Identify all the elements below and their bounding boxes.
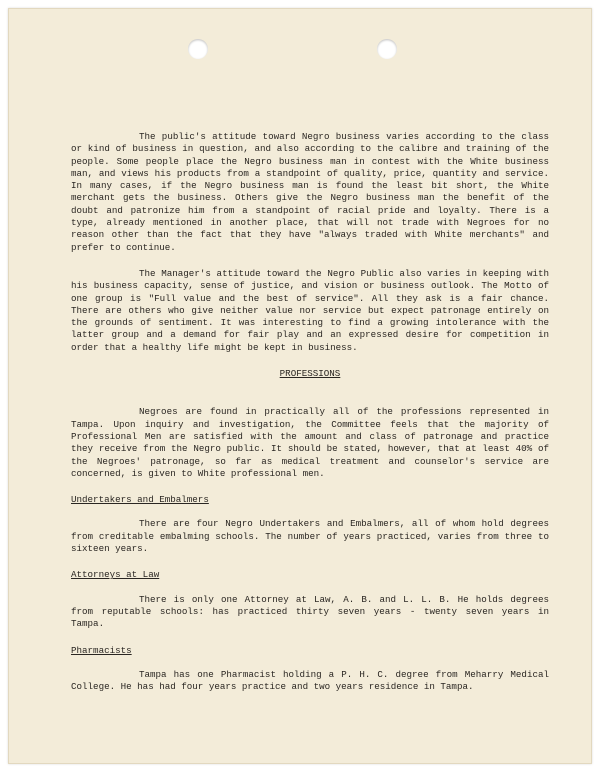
paragraph-manager-attitude: The Manager's attitude toward the Negro Public also varies in keeping with his business capacity, sense of justice, and vision or business outlook. The Motto of one group is "Full value and the best of service". All they ask is a fair chance. There are others who give neither value nor service but expect patronage entirely on the grounds of sentiment. It was interesting to find a growing intolerance with the latter group and a demand for fair play and an expressed desire for competition in order that a healthy life might be kept in business. xyxy=(71,267,549,353)
document-page xyxy=(8,8,592,764)
document-body xyxy=(71,131,549,707)
binder-hole-left xyxy=(188,39,208,59)
binder-hole-right xyxy=(377,39,397,59)
paragraph-attorneys: There is only one Attorney at Law, A. B. and L. L. B. He holds degrees from reputable schools: has practiced thirty seven years - twenty seven years in Tampa. xyxy=(71,593,549,630)
section-heading-professions: PROFESSIONS xyxy=(279,368,341,380)
subheading-attorneys: Attorneys at Law xyxy=(71,569,160,581)
paragraph-public-attitude: The public's attitude toward Negro business varies according to the class or kind of business in question, and also according to the calibre and training of the people. Some people place the Negro business man in contest with the White business man, and views his products from a standpoint of quality, price, quantity and service. In many cases, if the Negro business man is found the least bit short, the White merchant gets the business. Others give the Negro business man the benefit of the doubt and patronize him from a standpoint of racial pride and loyalty. There is a type, already mentioned in another place, that will not trade with Negroes for no reason other than the fact that they have "always traded with White merchants" and prefer to continue. xyxy=(71,131,549,253)
subheading-pharmacists: Pharmacists xyxy=(71,644,132,656)
paragraph-undertakers: There are four Negro Undertakers and Embalmers, all of whom hold degrees from creditable embalming schools. The number of years practiced, varies from three to sixteen years. xyxy=(71,518,549,555)
paragraph-pharmacists: Tampa has one Pharmacist holding a P. H. C. degree from Meharry Medical College. He has had four years practice and two years residence in Tampa. xyxy=(71,668,549,693)
paragraph-professions: Negroes are found in practically all of the professions represented in Tampa. Upon inquiry and investigation, the Committee feels that the majority of Professional Men are satisfied with the amount and class of patronage and practice they receive from the Negro public. It should be stated, however, that at least 40% of the Negroes' patronage, so far as medical treatment and counselor's service are concerned, is given to White professional men. xyxy=(71,406,549,479)
subheading-undertakers: Undertakers and Embalmers xyxy=(71,494,209,506)
